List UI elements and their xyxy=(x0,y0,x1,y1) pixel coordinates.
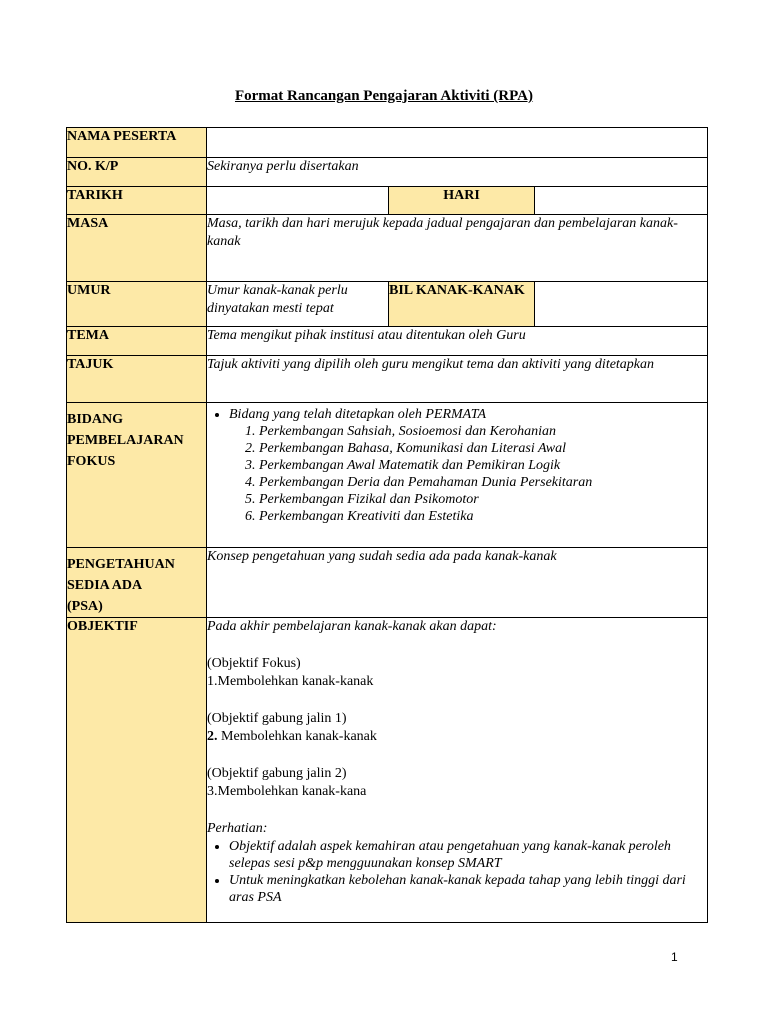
label-psa-line-3: (PSA) xyxy=(67,599,103,614)
bidang-item: 3. Perkembangan Awal Matematik dan Pemikiran Logik xyxy=(259,457,707,474)
bidang-item: 6. Perkembangan Kreativiti dan Estetika xyxy=(259,508,707,525)
value-masa[interactable]: Masa, tarikh dan hari merujuk kepada jadual pengajaran dan pembelajaran kanak-kanak xyxy=(207,215,708,282)
bidang-item: 2. Perkembangan Bahasa, Komunikasi dan Literasi Awal xyxy=(259,440,707,457)
bidang-item: 5. Perkembangan Fizikal dan Psikomotor xyxy=(259,491,707,508)
perhatian-label: Perhatian: xyxy=(207,821,268,836)
value-bil-kanak-kanak[interactable] xyxy=(535,282,708,327)
row-tarikh xyxy=(67,187,708,215)
value-objektif[interactable] xyxy=(207,618,708,923)
row-umur xyxy=(67,282,708,327)
row-tajuk xyxy=(67,356,708,403)
row-psa xyxy=(67,548,708,618)
objektif-gj1-text: Membolehkan kanak-kanak xyxy=(217,729,377,744)
bidang-intro-text: Bidang yang telah ditetapkan oleh PERMATA xyxy=(229,407,486,422)
perhatian-item: • Untuk meningkatkan kebolehan kanak-kanak kepada tahap yang lebih tinggi dari aras PSA xyxy=(229,872,707,906)
row-nama-peserta xyxy=(67,128,708,158)
objektif-focus-item: 1.Membolehkan kanak-kanak xyxy=(207,674,374,689)
value-umur[interactable]: Umur kanak-kanak perlu dinyatakan mesti tepat xyxy=(207,282,389,327)
objektif-gj2-heading: (Objektif gabung jalin 2) xyxy=(207,766,347,781)
objektif-gj1-item xyxy=(207,728,707,746)
row-no-kp xyxy=(67,158,708,187)
label-hari: HARI xyxy=(389,187,535,215)
label-bidang-line-2: PEMBELAJARAN xyxy=(67,433,184,448)
perhatian-item: • Objektif adalah aspek kemahiran atau pengetahuan yang kanak-kanak peroleh selepas sesi p&p mengguunakan konsep SMART xyxy=(229,838,707,872)
value-tema[interactable]: Tema mengikut pihak institusi atau ditentukan oleh Guru xyxy=(207,327,708,356)
row-tema xyxy=(67,327,708,356)
label-bidang-line-3: FOKUS xyxy=(67,454,116,469)
value-nama-peserta[interactable] xyxy=(207,128,708,158)
label-psa-line-1: PENGETAHUAN xyxy=(67,557,175,572)
value-hari[interactable] xyxy=(535,187,708,215)
objektif-gj2-item: 3.Membolehkan kanak-kana xyxy=(207,784,367,799)
rpa-table xyxy=(66,127,708,923)
label-tarikh: TARIKH xyxy=(67,187,207,215)
value-no-kp[interactable]: Sekiranya perlu disertakan xyxy=(207,158,708,187)
label-psa-line-2: SEDIA ADA xyxy=(67,578,143,593)
value-tarikh[interactable] xyxy=(207,187,389,215)
perhatian-list xyxy=(207,838,707,906)
objektif-focus-heading: (Objektif Fokus) xyxy=(207,656,301,671)
document-title: Format Rancangan Pengajaran Aktiviti (RPA) xyxy=(234,88,534,104)
bidang-list xyxy=(207,406,707,525)
value-bidang[interactable] xyxy=(207,403,708,548)
label-bil-kanak-kanak: BIL KANAK-KANAK xyxy=(389,282,535,327)
label-tajuk: TAJUK xyxy=(67,356,207,403)
label-bidang xyxy=(67,403,207,548)
label-bidang-line-1: BIDANG xyxy=(67,412,124,427)
objektif-gj1-heading: (Objektif gabung jalin 1) xyxy=(207,711,347,726)
objektif-intro: Pada akhir pembelajaran kanak-kanak akan dapat: xyxy=(207,619,497,634)
bidang-items xyxy=(229,423,707,525)
bidang-item: 1. Perkembangan Sahsiah, Sosioemosi dan Kerohanian xyxy=(259,423,707,440)
row-objektif xyxy=(67,618,708,923)
label-no-kp: NO. K/P xyxy=(67,158,207,187)
label-nama-peserta: NAMA PESERTA xyxy=(67,128,207,158)
row-bidang xyxy=(67,403,708,548)
label-tema: TEMA xyxy=(67,327,207,356)
objektif-gj1-num: 2. xyxy=(207,729,218,744)
label-umur: UMUR xyxy=(67,282,207,327)
page-number: 1 xyxy=(671,950,678,964)
bidang-intro xyxy=(229,406,707,525)
value-psa[interactable]: Konsep pengetahuan yang sudah sedia ada pada kanak-kanak xyxy=(207,548,708,618)
bidang-item: 4. Perkembangan Deria dan Pemahaman Dunia Persekitaran xyxy=(259,474,707,491)
value-tajuk[interactable]: Tajuk aktiviti yang dipilih oleh guru mengikut tema dan aktiviti yang ditetapkan xyxy=(207,356,708,403)
row-masa xyxy=(67,215,708,282)
label-psa xyxy=(67,548,207,618)
label-objektif: OBJEKTIF xyxy=(67,618,207,923)
label-masa: MASA xyxy=(67,215,207,282)
